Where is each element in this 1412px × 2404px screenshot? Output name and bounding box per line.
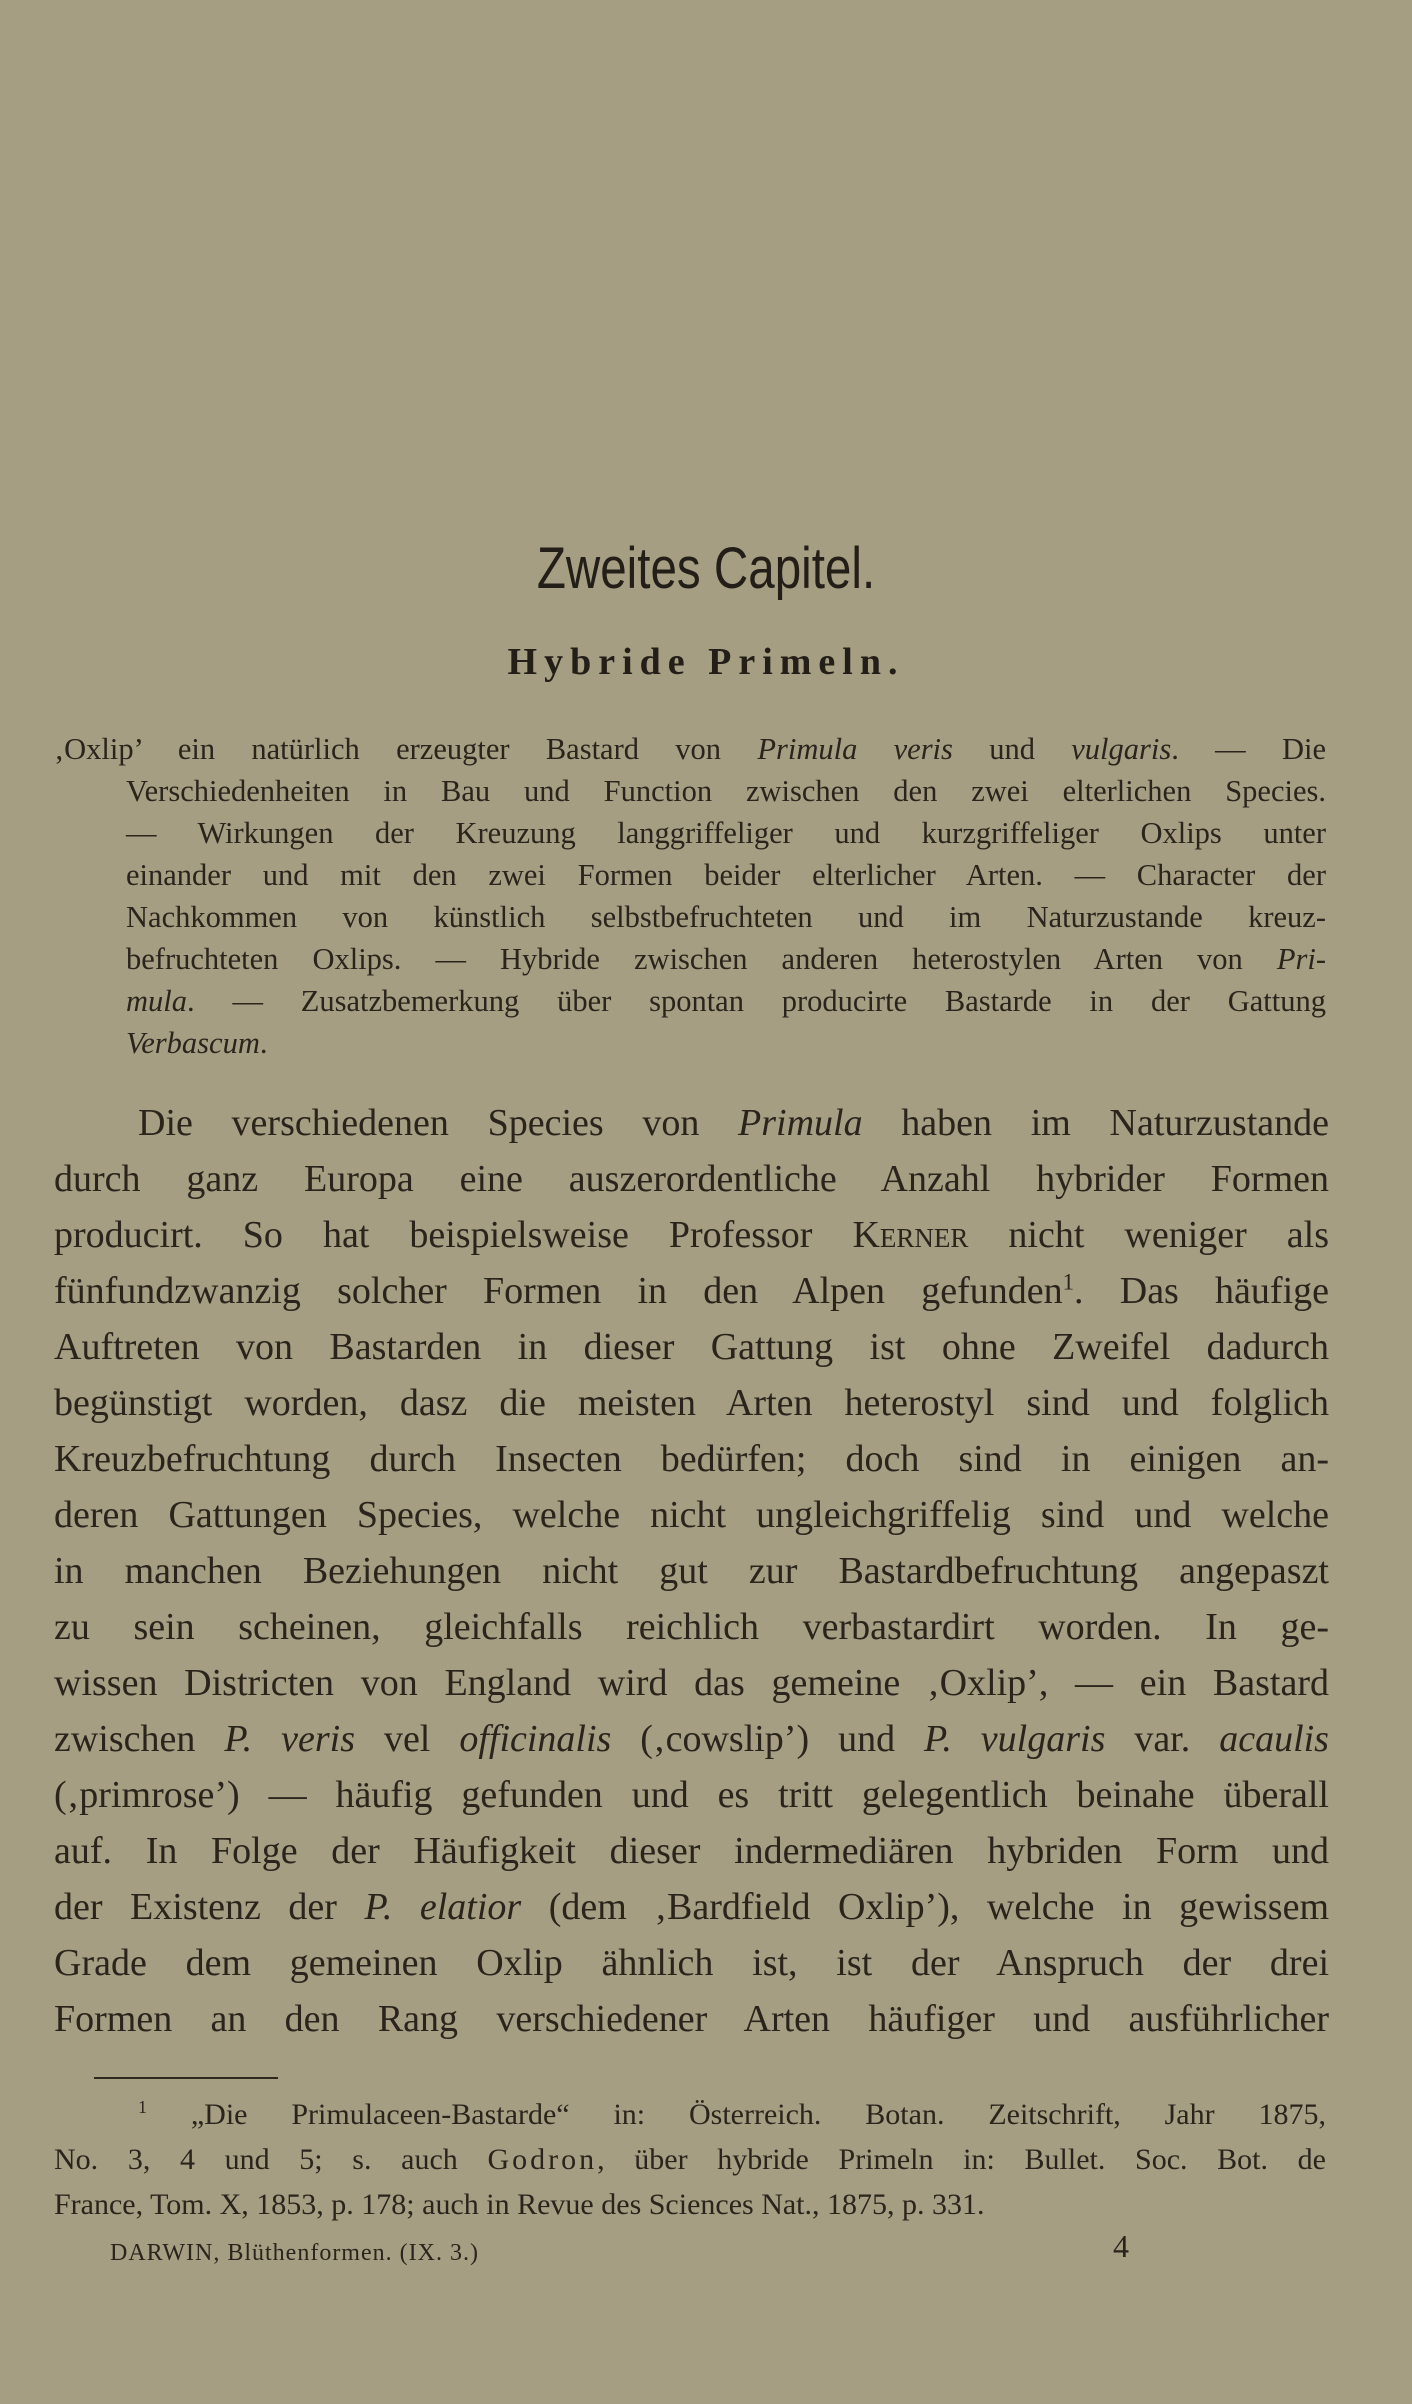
footnote-line (54, 2092, 1326, 2137)
body-text: zwischen (54, 1718, 225, 1760)
summary-line (54, 812, 1326, 854)
body-text: vel (354, 1718, 460, 1760)
body-line (54, 1095, 1329, 1151)
summary-text: . — Zusatzbemerkung über spontan producirte Bastarde in der Gattung (187, 984, 1326, 1018)
body-text: Auftreten von Bastarden in dieser Gattung ist ohne Zweifel dadurch (54, 1326, 1329, 1368)
footnote-line (54, 2182, 1326, 2227)
chapter-summary (54, 728, 1326, 1064)
body-text: begünstigt worden, dasz die meisten Arten heterostyl sind und folglich (54, 1382, 1329, 1424)
summary-line (54, 854, 1326, 896)
chapter-subtitle: Hybride Primeln. (507, 641, 905, 683)
body-text: wissen Districten von England wird das gemeine ‚Oxlip’, — ein Bastard (54, 1662, 1329, 1704)
summary-text: vulgaris (1071, 732, 1172, 766)
body-text: (‚cowslip’) und (611, 1718, 925, 1760)
body-text: der Existenz der (54, 1886, 365, 1928)
summary-text: . — Die (1171, 732, 1327, 766)
body-text: (dem ‚Bardfield Oxlip’), welche in gewissem (521, 1886, 1330, 1928)
body-text: auf. In Folge der Häufigkeit dieser indermediären hybriden Form und (54, 1830, 1329, 1872)
summary-line (54, 938, 1326, 980)
body-text: acaulis (1219, 1718, 1329, 1760)
summary-text: ‚Oxlip’ ein natürlich erzeugter Bastard von (54, 732, 758, 766)
body-text: var. (1105, 1718, 1220, 1760)
footnote-text: Godron (487, 2143, 598, 2176)
body-text: nicht weniger als (968, 1214, 1329, 1256)
body-text: Grade dem gemeinen Oxlip ähnlich ist, ist der Anspruch der drei (54, 1942, 1329, 1984)
body-text: durch ganz Europa eine auszerordentliche Anzahl hybrider Formen (54, 1158, 1329, 1200)
summary-line (54, 770, 1326, 812)
summary-text: Pri- (1276, 942, 1326, 976)
body-line (54, 1151, 1329, 1207)
footnote-marker: 1 (138, 2097, 147, 2117)
body-text: P. elatior (364, 1886, 522, 1928)
body-line (54, 1599, 1329, 1655)
body-text: Die verschiedenen Species von (138, 1102, 739, 1144)
body-text: fünfundzwanzig solcher Formen in den Alpen gefunden (54, 1270, 1063, 1312)
body-text: Kreuzbefruchtung durch Insecten bedürfen; doch sind in einigen an- (54, 1438, 1329, 1480)
body-text: Primula (738, 1102, 863, 1144)
body-line (54, 1375, 1329, 1431)
body-line (54, 1487, 1329, 1543)
footnote (54, 2092, 1326, 2227)
printer-signature: DARWIN, Blüthenformen. (IX. 3.) (110, 2240, 479, 2266)
body-text: producirt. So hat beispielsweise Professor (54, 1214, 853, 1256)
summary-text: Nachkommen von künstlich selbstbefruchteten und im Naturzustande kreuz- (126, 900, 1326, 934)
footnote-line (54, 2137, 1326, 2182)
body-text: officinalis (459, 1718, 612, 1760)
summary-text: befruchteten Oxlips. — Hybride zwischen anderen heterostylen Arten von (126, 942, 1277, 976)
body-text: Kerner (852, 1214, 969, 1256)
summary-text: . (259, 1026, 268, 1060)
body-line (54, 1767, 1329, 1823)
summary-text: mula (126, 984, 187, 1018)
summary-text: einander und mit den zwei Formen beider elterlicher Arten. — Character der (126, 858, 1326, 892)
chapter-title: Zweites Capitel. (536, 536, 876, 601)
body-line (54, 1431, 1329, 1487)
body-paragraph (54, 1095, 1329, 2047)
summary-text: Primula veris (757, 732, 953, 766)
footnote-text: , über hybride Primeln in: Bullet. Soc. Bot. de (597, 2143, 1326, 2176)
body-line (54, 1655, 1329, 1711)
body-text: P. veris (224, 1718, 355, 1760)
body-text: (‚primrose’) — häufig gefunden und es tritt gelegentlich beinahe überall (54, 1774, 1329, 1816)
summary-line (54, 1022, 1326, 1064)
summary-line (54, 896, 1326, 938)
body-text: P. vulgaris (924, 1718, 1106, 1760)
footnote-divider (94, 2077, 278, 2079)
summary-line (54, 728, 1326, 770)
body-text: zu sein scheinen, gleichfalls reichlich verbastardirt worden. In ge- (54, 1606, 1329, 1648)
footnote-text: France, Tom. X, 1853, p. 178; auch in Revue des Sciences Nat., 1875, p. 331. (54, 2188, 985, 2221)
body-text: haben im Naturzustande (862, 1102, 1329, 1144)
body-line (54, 1207, 1329, 1263)
summary-line (54, 980, 1326, 1022)
page-number: 4 (1113, 2228, 1129, 2264)
summary-text: Verbascum (126, 1026, 260, 1060)
body-line (54, 1935, 1329, 1991)
footnote-text: No. 3, 4 und 5; s. auch (54, 2143, 488, 2176)
body-line (54, 1711, 1329, 1767)
body-line (54, 1991, 1329, 2047)
footnote-text: „Die Primulaceen-Bastarde“ in: Österreich. Botan. Zeitschrift, Jahr 1875, (147, 2098, 1326, 2131)
summary-text: Verschiedenheiten in Bau und Function zwischen den zwei elterlichen Species. (126, 774, 1326, 808)
body-line (54, 1263, 1329, 1319)
body-line (54, 1823, 1329, 1879)
body-text: in manchen Beziehungen nicht gut zur Bastardbefruchtung angepaszt (54, 1550, 1329, 1592)
body-text: deren Gattungen Species, welche nicht ungleichgriffelig sind und welche (54, 1494, 1329, 1536)
footnote-marker: 1 (1062, 1269, 1075, 1295)
body-line (54, 1319, 1329, 1375)
body-text: . Das häufige (1074, 1270, 1329, 1312)
body-text: Formen an den Rang verschiedener Arten häufiger und ausführlicher (54, 1998, 1329, 2040)
summary-text: — Wirkungen der Kreuzung langgriffeliger und kurzgriffeliger Oxlips unter (126, 816, 1326, 850)
body-line (54, 1543, 1329, 1599)
body-line (54, 1879, 1329, 1935)
summary-text: und (952, 732, 1072, 766)
